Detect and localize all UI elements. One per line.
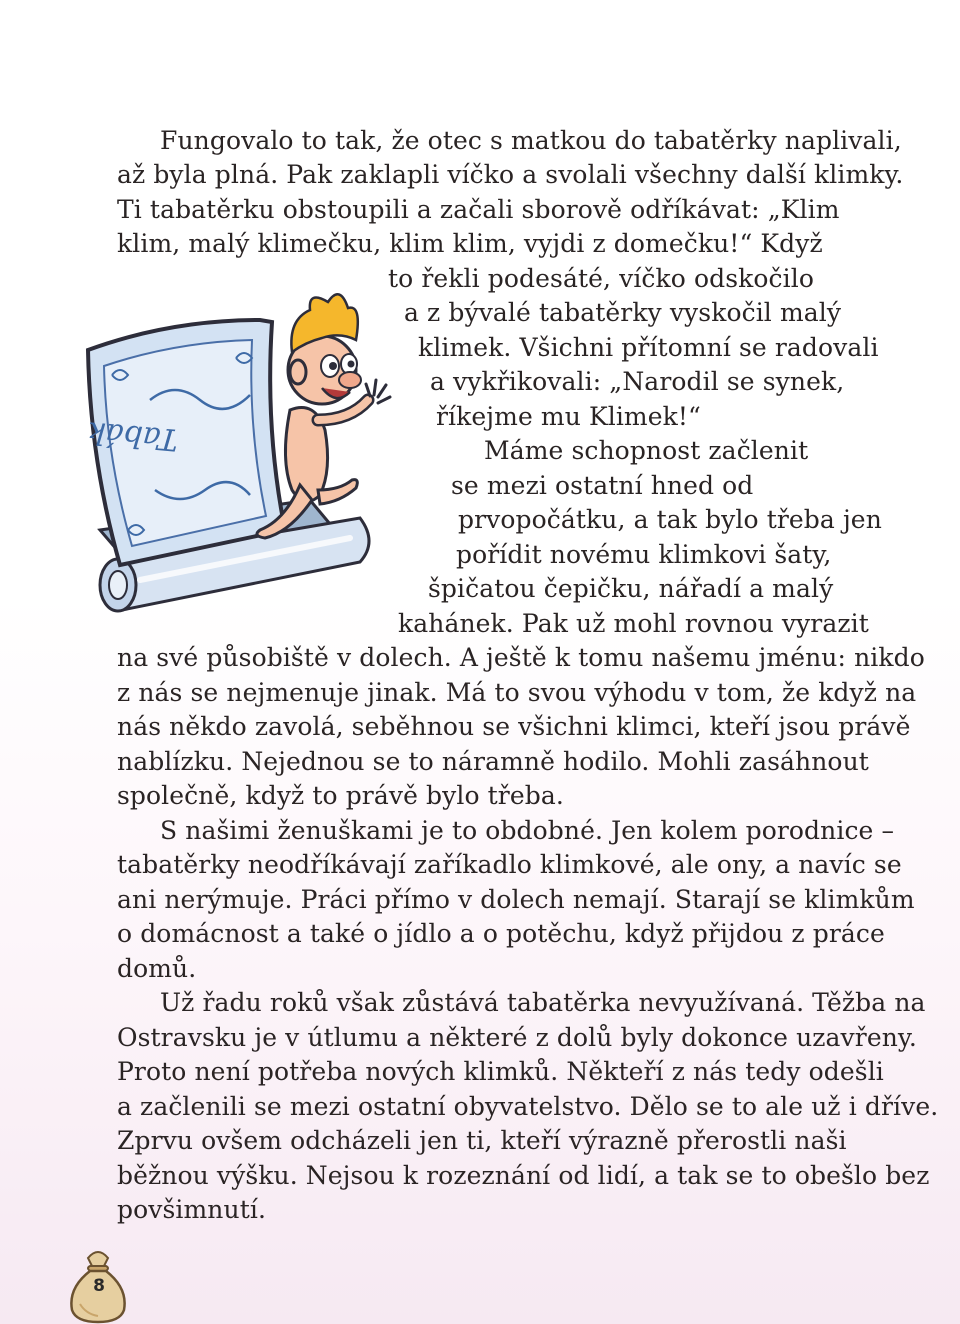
text-line: Proto není potřeba nových klimků. Někteří z nás tedy odešli: [117, 1057, 884, 1086]
text-line: Fungovalo to tak, že otec s matkou do tabatěrky naplivali,: [160, 126, 902, 155]
page-number: 8: [93, 1276, 105, 1296]
text-line: kahánek. Pak už mohl rovnou vyrazit: [398, 609, 869, 638]
text-line: Ostravsku je v útlumu a některé z dolů byly dokonce uzavřeny.: [117, 1023, 917, 1052]
text-line: klim, malý klimečku, klim klim, vyjdi z domečku!“ Když: [117, 229, 823, 258]
text-line: a začlenili se mezi ostatní obyvatelstvo. Dělo se to ale už i dříve.: [117, 1092, 939, 1121]
text-line: povšimnutí.: [117, 1195, 267, 1224]
text-line: o domácnost a také o jídlo a o potěchu, když přijdou z práce: [117, 919, 885, 948]
text-line: nablízku. Nejednou se to náramně hodilo. Mohli zasáhnout: [117, 747, 869, 776]
text-line: říkejme mu Klimek!“: [436, 402, 701, 431]
text-line: klimek. Všichni přítomní se radovali: [418, 333, 879, 362]
text-line: a vykřikovali: „Narodil se synek,: [430, 367, 845, 396]
klimek-tobacco-tin-illustration: [60, 280, 410, 640]
tin-lid: [86, 320, 285, 565]
text-line: Ti tabatěrku obstoupili a začali sborově odříkávat: „Klim: [117, 195, 840, 224]
text-line: nás někdo zavolá, seběhnou se všichni klimci, kteří jsou právě: [117, 712, 911, 741]
text-line: z nás se nejmenuje jinak. Má to svou výhodu v tom, že když na: [117, 678, 917, 707]
text-line: běžnou výšku. Nejsou k rozeznání od lidí, a tak se to obešlo bez: [117, 1161, 930, 1190]
text-line: Zprvu ovšem odcházeli jen ti, kteří výrazně přerostli naši: [117, 1126, 847, 1155]
text-line: ani nerýmuje. Práci přímo v dolech nemají. Starají se klimkům: [117, 885, 915, 914]
text-line: to řekli podesáté, víčko odskočilo: [388, 264, 814, 293]
text-line: prvopočátku, a tak bylo třeba jen: [458, 505, 882, 534]
text-line: špičatou čepičku, nářadí a malý: [428, 574, 834, 603]
text-line: a z bývalé tabatěrky vyskočil malý: [404, 298, 842, 327]
text-line: S našimi ženuškami je to obdobné. Jen kolem porodnice –: [160, 816, 895, 845]
text-line: se mezi ostatní hned od: [451, 471, 754, 500]
text-line: na své působiště v dolech. A ještě k tomu našemu jménu: nikdo: [117, 643, 925, 672]
lid-label: Tabák: [86, 414, 180, 457]
text-line: Už řadu roků však zůstává tabatěrka nevyužívaná. Těžba na: [160, 988, 926, 1017]
text-line: až byla plná. Pak zaklapli víčko a svolali všechny další klimky.: [117, 160, 904, 189]
text-line: pořídit novému klimkovi šaty,: [456, 540, 832, 569]
text-line: společně, když to právě bylo třeba.: [117, 781, 564, 810]
text-line: domů.: [117, 954, 197, 983]
text-line: tabatěrky neodříkávají zaříkadlo klimkové, ale ony, a navíc se: [117, 850, 902, 879]
text-line: Máme schopnost začlenit: [484, 436, 809, 465]
